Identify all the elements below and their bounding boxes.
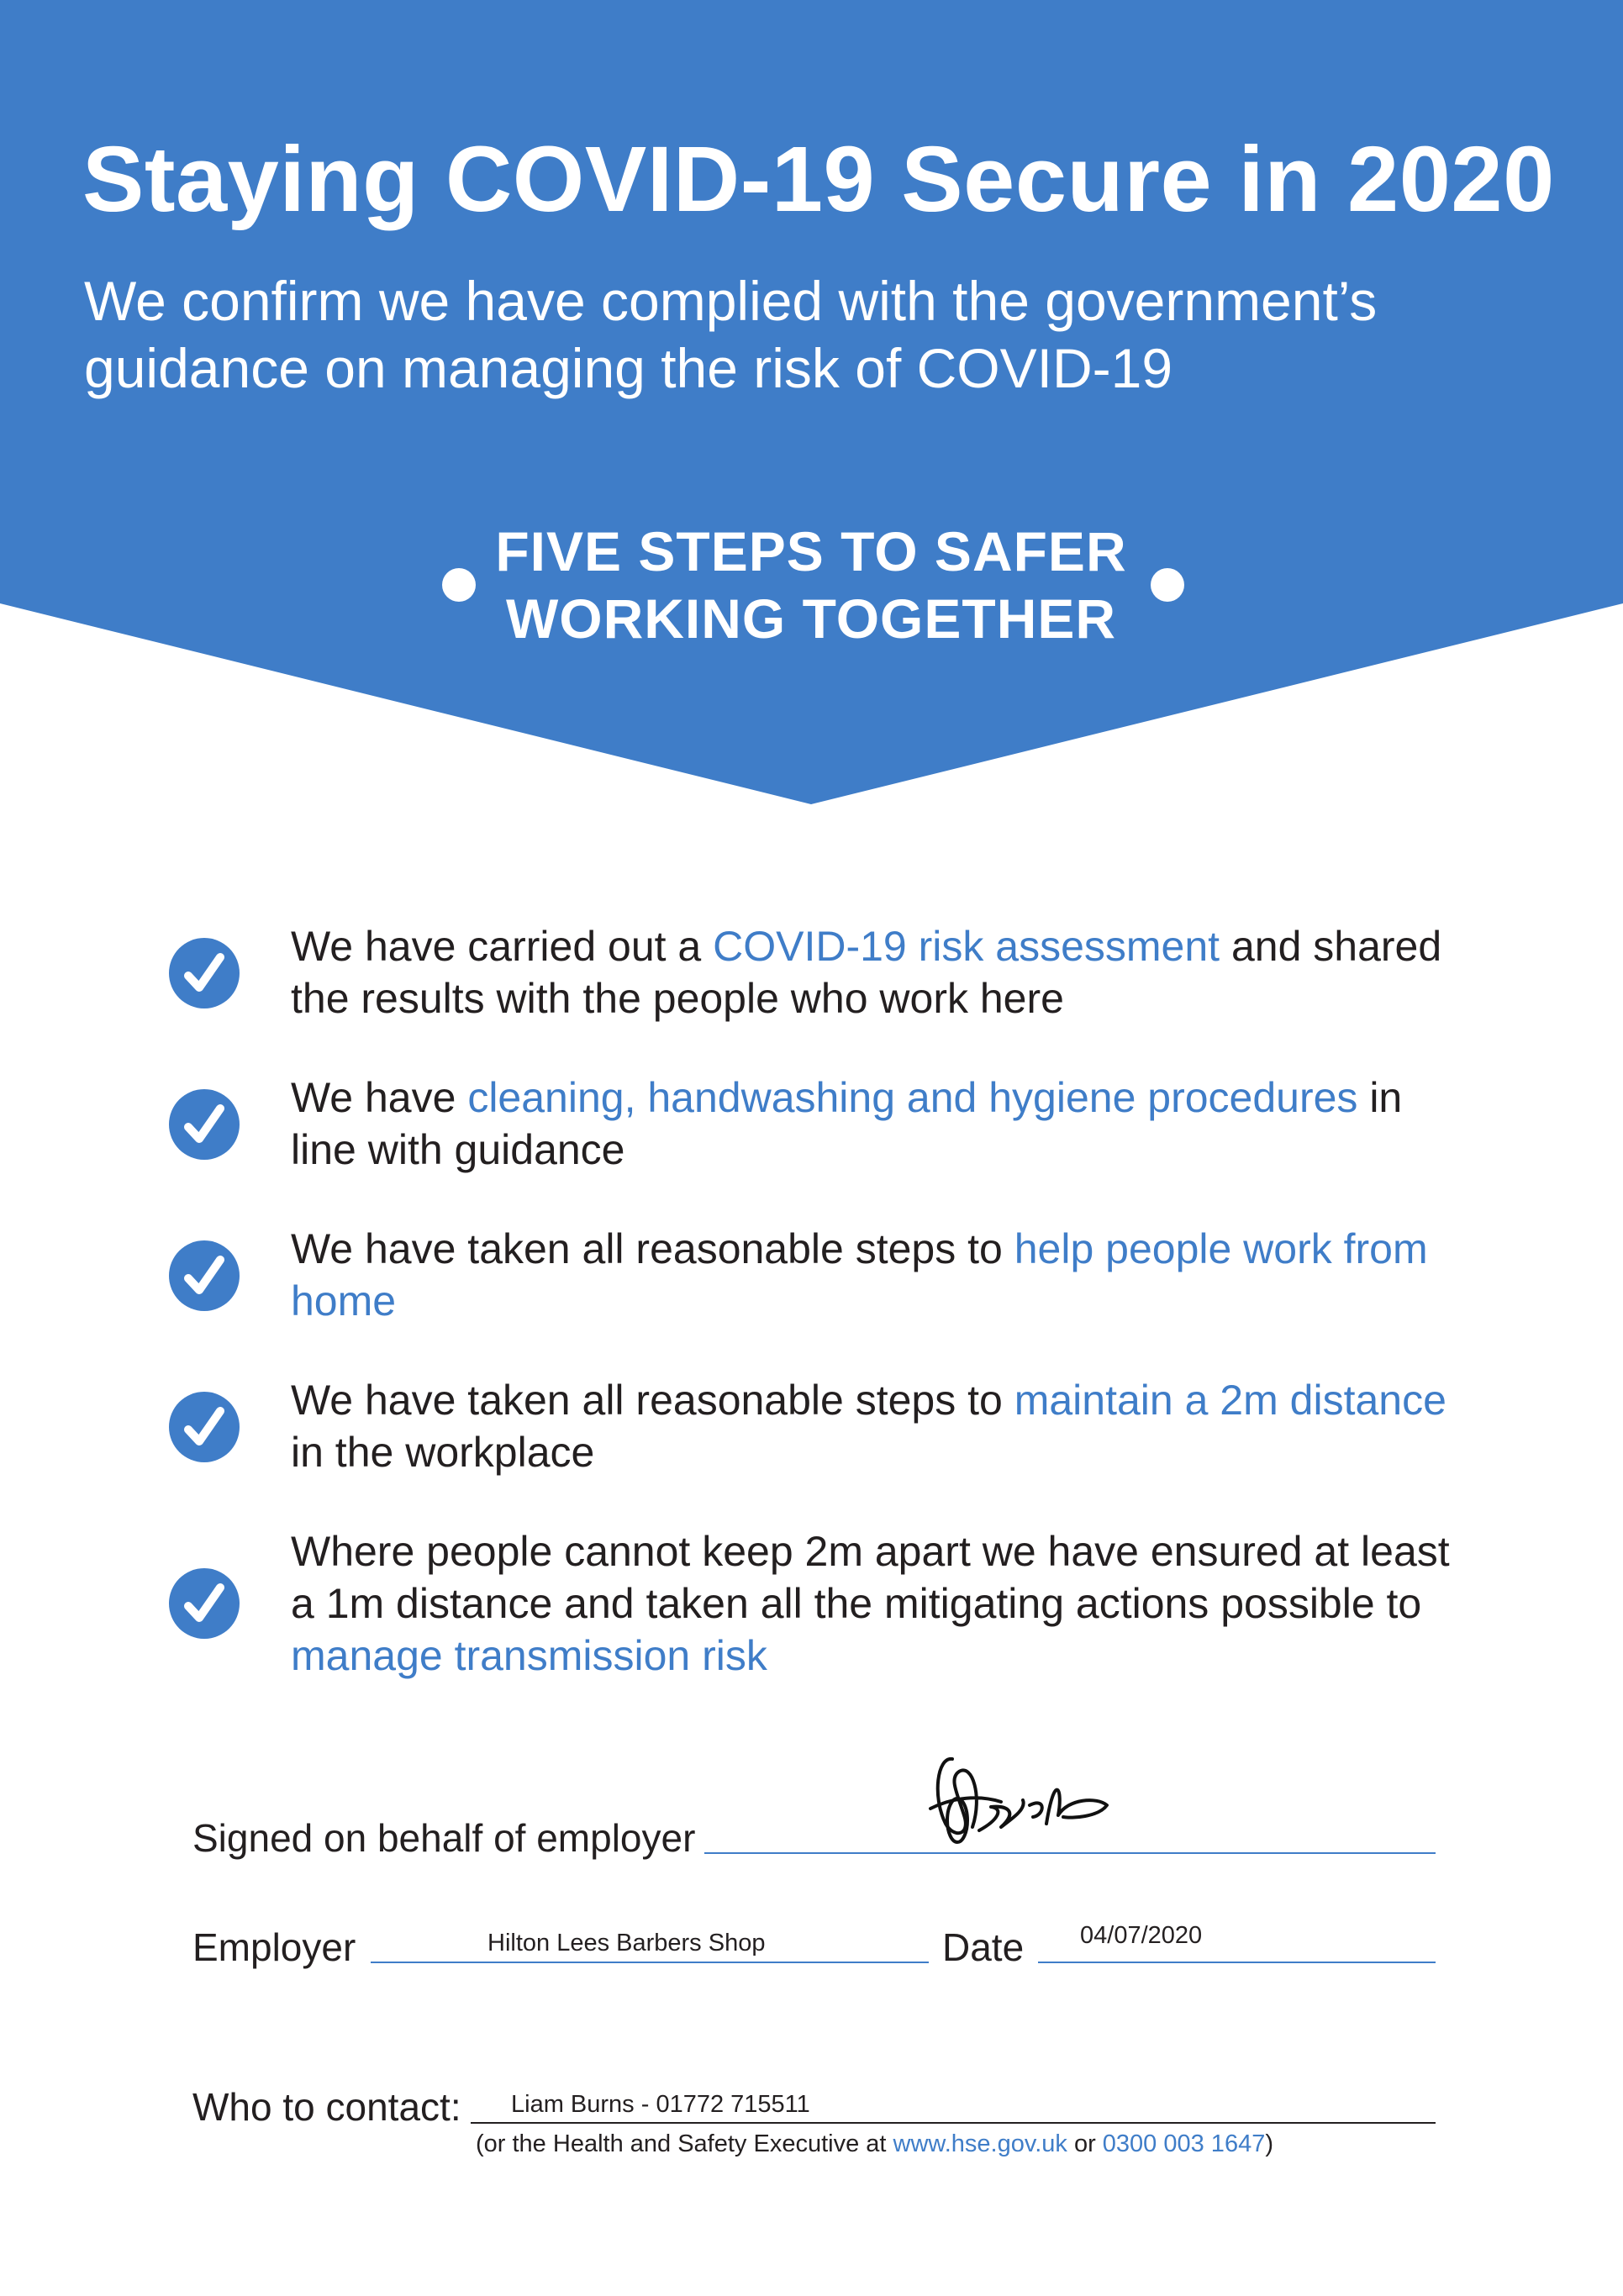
steps-heading-line1: FIVE STEPS TO SAFER [495, 520, 1127, 582]
risk-assessment-link[interactable]: COVID-19 risk assessment [713, 923, 1220, 970]
checklist-item-text: Where people cannot keep 2m apart we have ensured at least a 1m distance and taken all the mitigating actions possible to manage transmission risk [291, 1528, 1450, 1679]
work-from-home-link[interactable]: help people work from home [291, 1225, 1428, 1324]
date-value[interactable]: 04/07/2020 [1080, 1922, 1203, 1949]
bullet-dot-right [1151, 568, 1184, 602]
contact-value[interactable]: Liam Burns - 01772 715511 [511, 2091, 810, 2118]
page-subtitle: We confirm we have complied with the government’s guidance on managing the risk of COVID-19 [84, 270, 1378, 399]
employer-label: Employer [192, 1925, 356, 1969]
signed-label: Signed on behalf of employer [192, 1816, 696, 1860]
checklist-item-text: We have taken all reasonable steps to help people work from home [291, 1225, 1428, 1324]
hse-footnote: (or the Health and Safety Executive at www.hse.gov.uk or 0300 003 1647) [476, 2130, 1273, 2157]
maintain-distance-link[interactable]: maintain a 2m distance [1014, 1377, 1446, 1424]
date-line [1038, 1962, 1436, 1963]
date-label: Date [942, 1925, 1025, 1969]
check-circle-icon [168, 1240, 240, 1312]
page-title: Staying COVID-19 Secure in 2020 [82, 128, 1555, 231]
signature-image [920, 1746, 1122, 1864]
check-circle-icon [168, 937, 240, 1009]
check-circle-icon [168, 1088, 240, 1161]
transmission-risk-link[interactable]: manage transmission risk [291, 1632, 767, 1679]
hygiene-procedures-link[interactable]: cleaning, handwashing and hygiene procedures [467, 1074, 1358, 1121]
hse-phone-link[interactable]: 0300 003 1647 [1102, 2130, 1266, 2157]
contact-label: Who to contact: [192, 2085, 461, 2129]
steps-heading [475, 518, 1147, 652]
checklist-item-text: We have carried out a COVID-19 risk assessment and shared the results with the people who work here [291, 923, 1442, 1022]
bullet-dot-left [442, 568, 476, 602]
employer-value[interactable]: Hilton Lees Barbers Shop [487, 1930, 766, 1956]
hse-website-link[interactable]: www.hse.gov.uk [893, 2130, 1067, 2157]
contact-line [471, 2122, 1436, 2124]
check-circle-icon [168, 1567, 240, 1640]
check-circle-icon [168, 1391, 240, 1463]
employer-line [371, 1962, 929, 1963]
header-banner [0, 0, 1623, 807]
checklist-item-text: We have cleaning, handwashing and hygiene procedures in line with guidance [291, 1074, 1403, 1173]
checklist-item-text: We have taken all reasonable steps to maintain a 2m distance in the workplace [291, 1377, 1446, 1476]
steps-heading-line2: WORKING TOGETHER [505, 587, 1117, 650]
